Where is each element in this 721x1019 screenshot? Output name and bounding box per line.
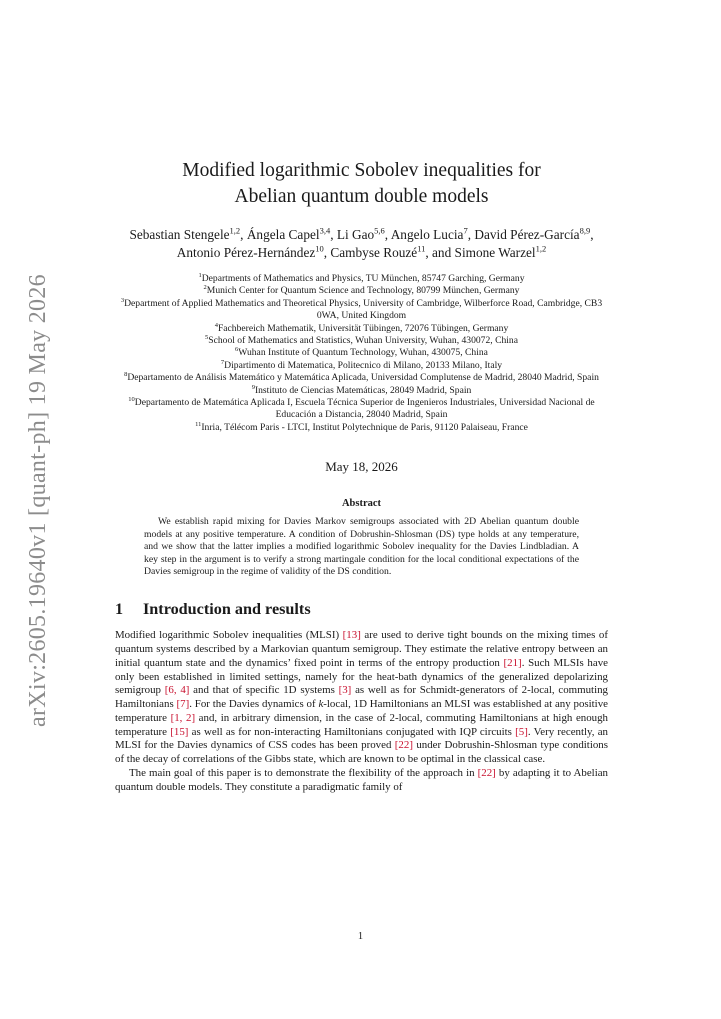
citation-link[interactable]: [13]: [342, 629, 361, 642]
title-line-1: Modified logarithmic Sobolev inequalities for: [182, 160, 541, 181]
citation-link[interactable]: [22]: [477, 766, 496, 779]
affiliation-text: Fachbereich Mathematik, Universität Tübingen, 72076 Tübingen, Germany: [217, 322, 509, 334]
affiliation-text: Instituto de Ciencias Matemáticas, 28049 Madrid, Spain: [254, 384, 472, 396]
section-number: 1: [115, 600, 124, 619]
author-name: Angelo Lucia: [390, 227, 464, 242]
affiliation: [115, 273, 608, 285]
citation-link[interactable]: [15]: [170, 725, 189, 738]
author-affiliation-mark: 1,2: [535, 243, 547, 254]
author-affiliation-mark: 11: [417, 243, 426, 254]
section-title: Introduction and results: [143, 600, 311, 619]
affiliation: [115, 335, 608, 347]
citation-link[interactable]: [1, 2]: [170, 711, 196, 724]
math-variable: k: [318, 698, 324, 711]
citation-link[interactable]: [21]: [503, 656, 522, 669]
author-name: Cambyse Rouzé: [330, 244, 418, 260]
body-paragraph: Modified logarithmic Sobolev inequalities (MLSI) [13] are used to derive tight bounds on the mixing times of quantum systems described by a Markovian quantum semigroup. They estimate the relative entropy between an initial quantum state and the dynamics’ fixed point in terms of the entropy production [21]. Such MLSIs have only been established in limited settings, namely for the heat-bath dynamics of the generalized depolarizing semigroup [6, 4] and that of specific 1D systems [3] as well as for Schmidt-generators of 2-local, commuting Hamiltonians [7]. For the Davies dynamics of k-local, 1D Hamiltonians an MLSI was established at any positive temperature [1, 2] and, in arbitrary dimension, in the case of 2-local, commuting Hamiltonians at high enough temperature [15] as well as for non-interacting Hamiltonians conjugated with IQP circuits [5]. Very recently, an MLSI for the Davies dynamics of CSS codes has been proved [22] under Dobrushin-Shlosman type conditions of the decay of correlations of the Gibbs state, which are known to be optimal in the classical case.: [115, 629, 609, 766]
author-name: David Pérez-García: [474, 227, 580, 242]
affiliation-mark: 1: [198, 271, 202, 279]
paper-page: [115, 0, 608, 794]
affiliation-mark: 4: [214, 321, 218, 329]
section-heading: [115, 599, 608, 619]
affiliation-text: Departamento de Análisis Matemático y Matemática Aplicada, Universidad Complutense de Madrid, 28040 Madrid, Spain: [127, 372, 599, 384]
abstract-text: We establish rapid mixing for Davies Markov semigroups associated with 2D Abelian quantum double models at any positive temperature. A condition of Dobrushin-Shlosman (DS) type holds at any temperature, and we show that the latter implies a modified logarithmic Sobolev inequality for the Davies Lindbladian. A key step in the argument is to verify a strong martingale condition for the local conditional expectations of the Davies semigroup in the regime of validity of the DS condition.: [144, 516, 579, 577]
body-paragraph: The main goal of this paper is to demonstrate the flexibility of the approach in [22] by adapting it to Abelian quantum double models. They constitute a paradigmatic family of: [115, 766, 609, 793]
affiliation-mark: 9: [251, 383, 255, 391]
affiliation-mark: 11: [195, 420, 202, 428]
arxiv-stamp: [18, 273, 58, 727]
affiliation-mark: 6: [235, 346, 239, 354]
page-number: 1: [357, 931, 364, 942]
author-name: Sebastian Stengele: [129, 227, 230, 242]
affiliation-text: School of Mathematics and Statistics, Wuhan University, Wuhan, 430072, China: [208, 335, 518, 347]
affiliation: [115, 347, 608, 359]
author-affiliation-mark: 7: [463, 225, 468, 236]
affiliation: [115, 360, 608, 372]
affiliation-text: Departamento de Matemática Aplicada I, Escuela Técnica Superior de Ingenieros Industriales, Universidad Nacional de Educación a Distancia, 28040 Madrid, Spain: [134, 397, 595, 421]
paper-title: [115, 158, 608, 210]
citation-link[interactable]: [22]: [394, 739, 413, 752]
author-name: Antonio Pérez-Hernández: [176, 244, 316, 260]
author-affiliation-mark: 8,9: [579, 225, 591, 236]
affiliation: [115, 285, 608, 297]
author-name: Simone Warzel: [454, 244, 536, 260]
affiliation-mark: 2: [203, 284, 207, 292]
affiliation-text: Departments of Mathematics and Physics, TU München, 85747 Garching, Germany: [201, 273, 525, 284]
author-name: Ángela Capel: [246, 227, 320, 242]
affiliation: [115, 372, 608, 384]
affiliation-text: Wuhan Institute of Quantum Technology, Wuhan, 430075, China: [238, 347, 488, 359]
affiliation-list: [115, 273, 608, 434]
paper-date: May 18, 2026: [325, 459, 398, 475]
author-affiliation-mark: 1,2: [229, 225, 241, 236]
affiliation: [115, 323, 608, 335]
citation-link[interactable]: [7]: [176, 698, 190, 711]
citation-link[interactable]: [6, 4]: [164, 684, 190, 697]
affiliation: [115, 422, 608, 434]
citation-link[interactable]: [3]: [338, 684, 352, 697]
author-list: Sebastian Stengele$^{1,2}$, Ángela Capel$^{3,4}$, Li Gao$^{5,6}$, Angelo Lucia$^7$, David Pérez-García$^{8,9}$, Antonio Pérez-Hernández$^{10}$, Cambyse Rouzé$^{11}$, and Simone Warzel$^{1,2}$: [129, 225, 594, 260]
title-line-2: Abelian quantum double models: [234, 186, 489, 207]
affiliation: [115, 298, 608, 323]
author-affiliation-mark: 10: [315, 243, 324, 254]
affiliation-text: Munich Center for Quantum Science and Technology, 80799 München, Germany: [206, 285, 520, 297]
affiliation: [115, 397, 608, 422]
affiliation-text: Dipartimento di Matematica, Politecnico di Milano, 20133 Milano, Italy: [224, 359, 503, 371]
affiliation-mark: 7: [220, 358, 225, 366]
author-affiliation-mark: 3,4: [319, 225, 331, 236]
author-name: Li Gao: [336, 227, 375, 242]
arxiv-identifier: arXiv:2605.19640v1 [quant-ph] 19 May 2026: [24, 273, 51, 727]
affiliation-mark: 3: [120, 296, 125, 304]
affiliation-text: Inria, Télécom Paris - LTCI, Institut Polytechnique de Paris, 91120 Palaiseau, France: [201, 421, 528, 433]
affiliation-text: Department of Applied Mathematics and Theoretical Physics, University of Cambridge, Wilberforce Road, Cambridge, CB3 0WA, United Kingdom: [124, 297, 603, 322]
affiliation-mark: 10: [128, 395, 135, 403]
citation-link[interactable]: [5]: [515, 725, 528, 738]
affiliation-mark: 5: [205, 333, 209, 341]
affiliation: [115, 385, 608, 397]
affiliation-mark: 8: [124, 371, 128, 379]
author-affiliation-mark: 5,6: [374, 225, 385, 236]
abstract-heading: Abstract: [341, 498, 382, 510]
